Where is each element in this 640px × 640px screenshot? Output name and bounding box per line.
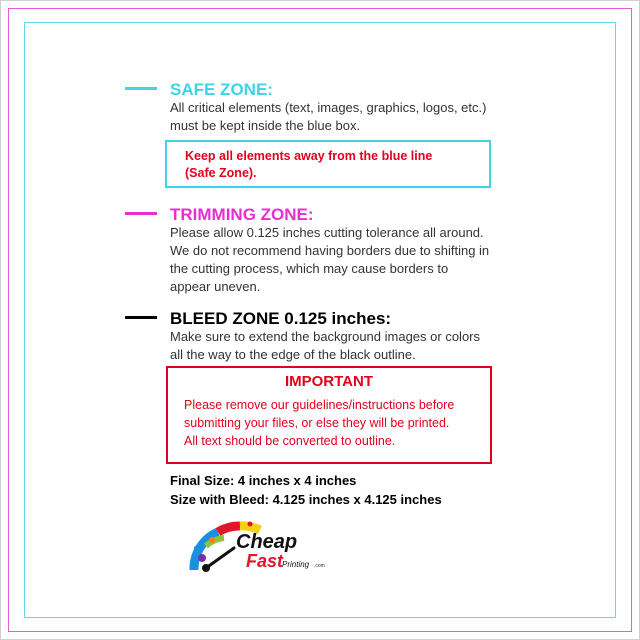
- important-box: [166, 366, 492, 464]
- logo-word-cheap: Cheap: [236, 531, 298, 553]
- safe-zone-line-1: All critical elements (text, images, graphics, logos, etc.): [170, 100, 487, 115]
- logo-word-printing: Printing: [282, 560, 310, 569]
- important-line-1: Please remove our guidelines/instructions before: [184, 398, 455, 412]
- bleed-zone-text: [170, 328, 480, 364]
- safe-zone-box-line-2: (Safe Zone).: [185, 166, 257, 180]
- trimming-zone-line-3: the cutting process, which may cause borders to: [170, 261, 449, 276]
- safe-zone-text: [170, 99, 486, 135]
- bleed-zone-line-1: Make sure to extend the background images or colors: [170, 329, 481, 344]
- trimming-zone-dash: [125, 212, 157, 215]
- safe-zone-box-text: [185, 148, 432, 182]
- trimming-zone-line-2: We do not recommend having borders due to shifting in: [170, 243, 490, 258]
- trimming-zone-text: [170, 224, 489, 296]
- final-size: Final Size: 4 inches x 4 inches: [170, 473, 357, 488]
- important-line-3: All text should be converted to outline.: [184, 434, 396, 448]
- bleed-zone-dash: [125, 316, 157, 319]
- trimming-zone-title: TRIMMING ZONE:: [170, 205, 314, 224]
- bleed-zone-title: BLEED ZONE 0.125 inches:: [170, 309, 392, 328]
- size-info: [170, 471, 442, 509]
- cheap-fast-printing-logo: [188, 518, 328, 578]
- safe-zone-dash: [125, 87, 157, 90]
- safe-zone-title: SAFE ZONE:: [170, 80, 273, 99]
- important-title: IMPORTANT: [284, 373, 374, 390]
- important-text: [184, 396, 454, 450]
- safe-zone-box: [165, 140, 491, 188]
- logo-suffix: .com: [314, 563, 325, 569]
- important-line-2: submitting your files, or else they will be printed.: [184, 416, 450, 430]
- bleed-zone-line-2: all the way to the edge of the black outline.: [170, 347, 416, 362]
- trimming-zone-line-4: appear uneven.: [170, 279, 261, 294]
- safe-zone-box-line-1: Keep all elements away from the blue line: [185, 149, 433, 163]
- logo-word-fast: Fast: [246, 551, 284, 571]
- trimming-zone-line-1: Please allow 0.125 inches cutting tolerance all around.: [170, 225, 484, 240]
- bleed-size: Size with Bleed: 4.125 inches x 4.125 inches: [170, 492, 442, 507]
- safe-zone-line-2: must be kept inside the blue box.: [170, 118, 361, 133]
